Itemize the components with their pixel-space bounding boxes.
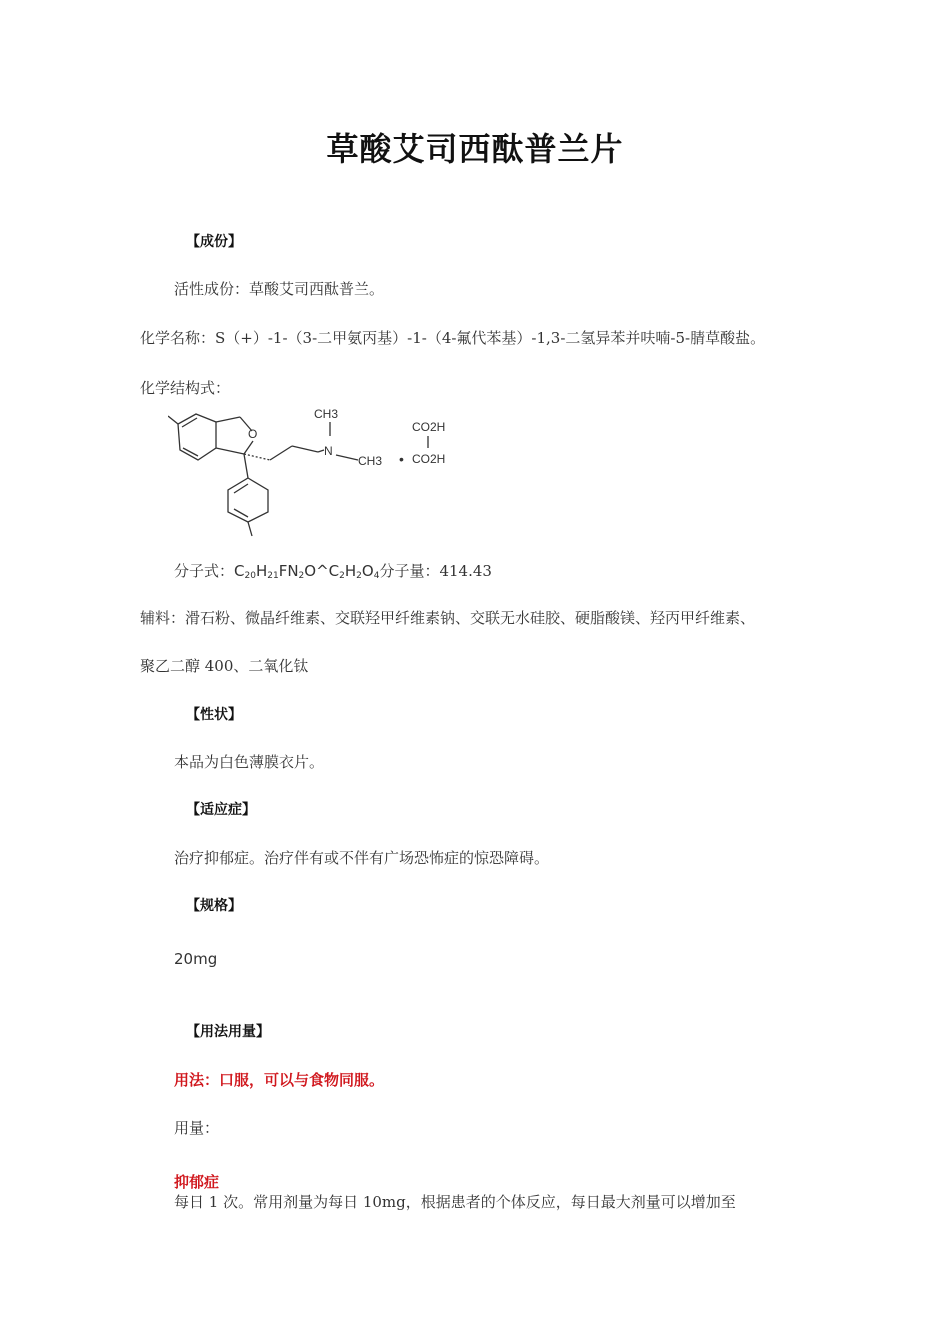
molecular-weight: 分子量：414.43 — [379, 562, 492, 580]
section-heading-strength: 【规格】 — [186, 898, 242, 914]
dosage-sub-heading: 抑郁症 — [174, 1173, 220, 1191]
chemical-name: 化学名称：S（+）-1-（3-二甲氨丙基）-1-（4-氟代苯基）-1,3-二氢异苯并呋喃-5-腈草酸盐。 — [140, 329, 766, 347]
molecular-formula-line — [174, 560, 492, 581]
formula-label: 分子式： — [174, 562, 235, 580]
structure-label-ch3-right: CH3 — [358, 454, 383, 468]
chemical-structure-image — [168, 402, 458, 542]
dosage-amount-label: 用量： — [174, 1119, 220, 1137]
molecular-formula: $C_{20}H_{21}FN_2O\^{}C_2H_2O_4$ — [234, 562, 380, 581]
structure-label-dot: • — [399, 451, 404, 467]
structure-label-co2h-top: CO2H — [412, 420, 446, 434]
structure-label: 化学结构式： — [140, 379, 231, 397]
section-heading-ingredients: 【成份】 — [186, 234, 242, 250]
excipients-line-1: 辅料：滑石粉、微晶纤维素、交联羟甲纤维素钠、交联无水硅胶、硬脂酸镁、羟丙甲纤维素、 — [140, 609, 756, 627]
section-heading-indications: 【适应症】 — [186, 802, 256, 818]
structure-label-n: N — [324, 444, 333, 458]
strength-text: 20mg — [174, 950, 218, 968]
section-heading-description: 【性状】 — [186, 707, 242, 723]
structure-label-co2h-bottom: CO2H — [412, 452, 446, 466]
indications-text: 治疗抑郁症。治疗伴有或不伴有广场恐怖症的惊恐障碍。 — [174, 849, 550, 867]
structure-label-ch3-top: CH3 — [314, 407, 339, 421]
description-text: 本品为白色薄膜衣片。 — [174, 753, 325, 771]
structure-label-o: O — [248, 427, 258, 441]
dosage-text: 每日 1 次。常用剂量为每日 10mg，根据患者的个体反应，每日最大剂量可以增加至 — [174, 1193, 736, 1211]
excipients-line-2: 聚乙二醇 400、二氧化钛 — [140, 657, 309, 675]
dosage-usage: 用法：口服，可以与食物同服。 — [174, 1071, 385, 1089]
section-heading-dosage: 【用法用量】 — [186, 1024, 270, 1040]
page-title: 草酸艾司西酞普兰片 — [326, 130, 624, 168]
active-ingredient: 活性成份：草酸艾司西酞普兰。 — [174, 280, 385, 298]
